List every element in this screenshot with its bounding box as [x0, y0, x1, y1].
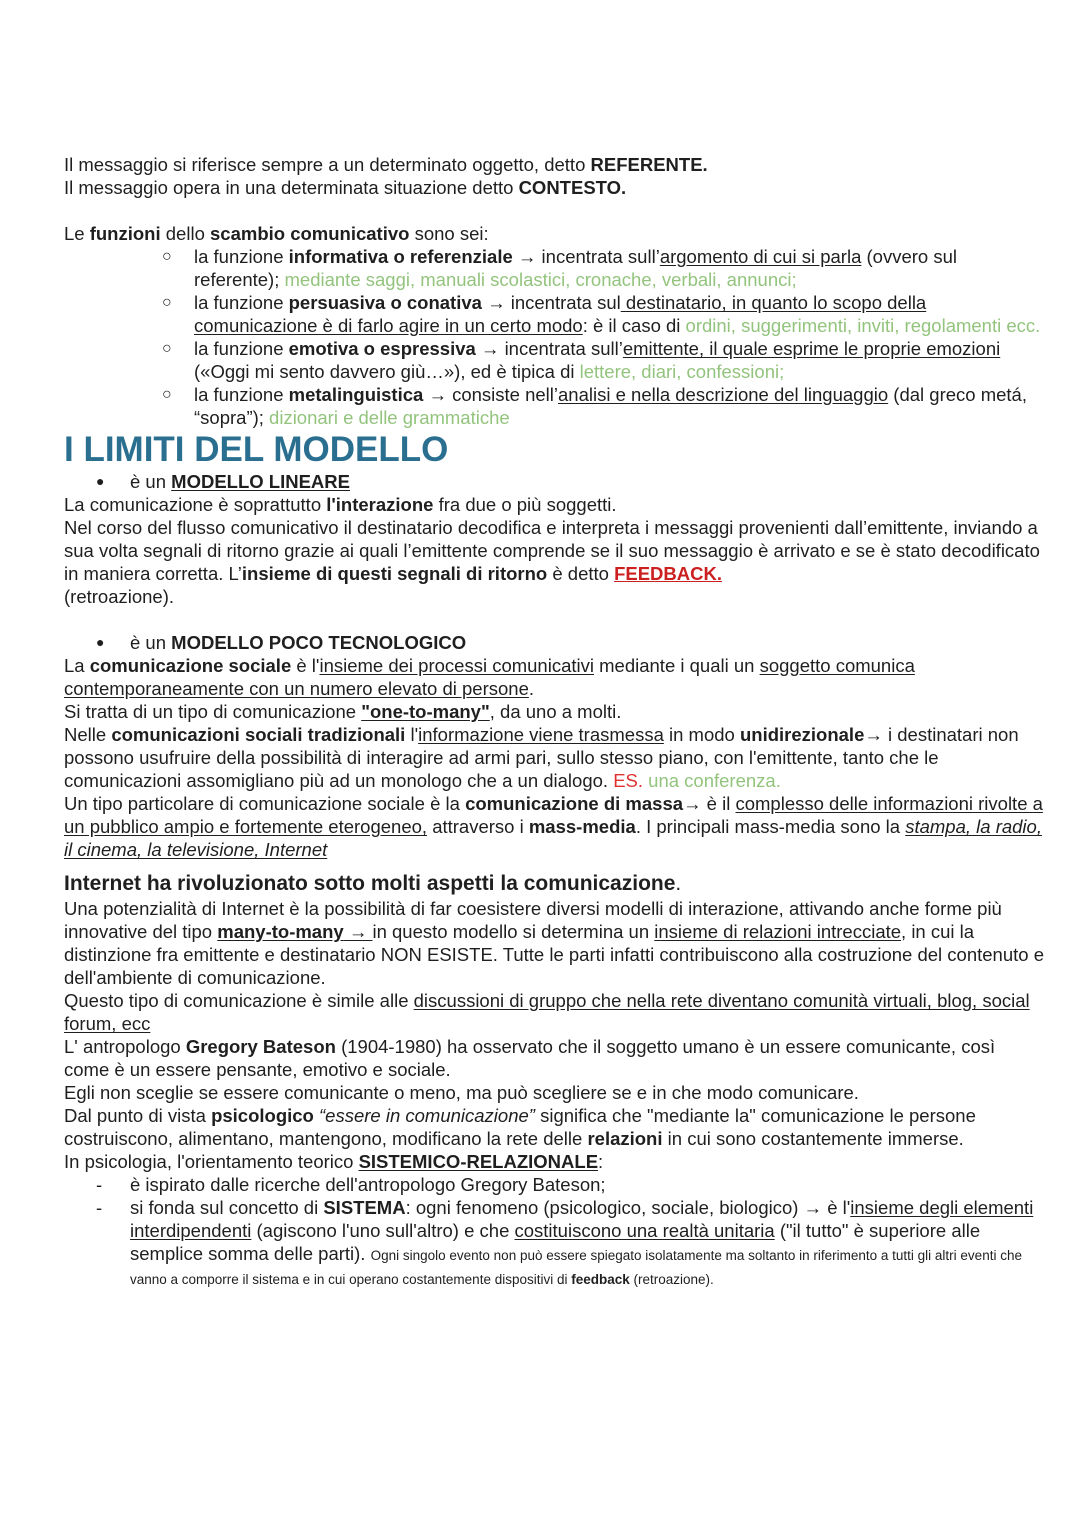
term: SISTEMA — [323, 1197, 406, 1218]
internet-heading — [64, 871, 1044, 897]
heading-text: Internet ha rivoluzionato sotto molti aspetti la comunicazione — [64, 872, 676, 895]
dash-item — [64, 1196, 1044, 1290]
text: è detto — [547, 563, 615, 584]
text: : è il caso di — [582, 315, 686, 336]
example-text: ordini, suggerimenti, inviti, regolamenti ecc. — [685, 315, 1041, 336]
term: MODELLO POCO TECNOLOGICO — [171, 632, 467, 653]
text: in questo modello si determina un — [372, 921, 655, 942]
small-note: Ogni singolo evento non può essere spiegato isolatamente ma soltanto in riferimento a tutti gli altri eventi che vanno a comporre il sistema e in cui operano costantemente dispositivi di — [130, 1248, 1022, 1287]
limit-bullet-lineare — [64, 470, 1044, 493]
underlined-text: insieme dei processi comunicativi — [319, 655, 594, 676]
term: unidirezionale — [739, 724, 865, 745]
underlined-text: insieme degli elementi interdipendenti — [130, 1197, 1034, 1241]
term: many-to-many — [217, 921, 344, 942]
text: la funzione — [194, 246, 289, 267]
text: Una potenzialità di Internet è la possibilità di far coesistere diversi modelli di interazione, attivando anche forme più innovative del tipo — [64, 898, 1002, 942]
text: , in cui la distinzione fra emittente e destinatario NON ESISTE. Tutte le parti infatti contribuiscono alla costruzione del contenuto e dell'ambiente di comunicazione. — [64, 921, 1044, 988]
disc-bullet-icon: ● — [96, 634, 105, 650]
limits-p4 — [64, 700, 1044, 723]
term: comunicazione sociale — [89, 655, 292, 676]
limits-p3 — [64, 654, 1044, 700]
text: è un — [130, 632, 172, 653]
underlined-text: analisi e nella descrizione del linguaggio — [558, 384, 889, 405]
internet-p1 — [64, 897, 1044, 989]
internet-p5 — [64, 1104, 1044, 1150]
text: sono sei: — [409, 223, 489, 244]
term: relazioni — [587, 1128, 663, 1149]
text: Dal punto di vista — [64, 1105, 212, 1126]
text: attraverso i — [427, 816, 529, 837]
term: insieme di questi segnali di ritorno — [241, 563, 548, 584]
italic-text: “essere in comunicazione” — [319, 1105, 535, 1126]
section-title-limiti: I LIMITI DEL MODELLO — [64, 430, 449, 469]
bullet-item — [64, 470, 1044, 493]
disc-bullet-icon: ● — [96, 473, 105, 489]
example-text: mediante saggi, manuali scolastici, cronache, verbali, annunci; — [284, 269, 797, 290]
text: è ispirato dalle ricerche dell'antropologo Gregory Bateson; — [130, 1174, 606, 1195]
underlined-text: informazione viene trasmessa — [418, 724, 664, 745]
text: in modo — [663, 724, 740, 745]
intro-line-referente — [64, 153, 1044, 176]
text: : — [598, 1151, 604, 1172]
arrow: → — [343, 921, 373, 942]
underlined-text: costituiscono una realtà unitaria — [514, 1220, 775, 1241]
text: Il messaggio si riferisce sempre a un determinato oggetto, detto — [64, 154, 591, 175]
term: SISTEMICO-RELAZIONALE — [358, 1151, 599, 1172]
text: è l' — [291, 655, 320, 676]
example-text: una conferenza. — [643, 770, 781, 791]
underlined-italic-text: stampa, la radio, il cinema, la televisione, Internet — [64, 816, 1042, 860]
internet-p3 — [64, 1035, 1044, 1081]
text: la funzione — [194, 384, 289, 405]
text: Nelle — [64, 724, 112, 745]
limits-p1 — [64, 493, 1044, 516]
term: informativa o referenziale — [288, 246, 513, 267]
text: , da uno a molti. — [489, 701, 622, 722]
text: Egli non sceglie se essere comunicante o meno, ma può scegliere se e in che modo comunicare. — [64, 1082, 859, 1103]
function-item-metalinguistica — [64, 383, 1044, 429]
intro-line-contesto — [64, 176, 1044, 199]
functions-list — [64, 245, 1044, 429]
circle-bullet-icon: ○ — [162, 248, 172, 265]
internet-p2 — [64, 989, 1044, 1035]
text: Il messaggio opera in una determinata situazione detto — [64, 177, 519, 198]
circle-bullet-icon: ○ — [162, 340, 172, 357]
term: comunicazione di massa — [465, 793, 684, 814]
underlined-text: emittente, il quale esprime le proprie emozioni — [622, 338, 1001, 359]
example-label: ES. — [613, 770, 644, 791]
text: fra due o più soggetti. — [433, 494, 617, 515]
text: dello — [160, 223, 210, 244]
limits-p5 — [64, 723, 1044, 792]
text: La — [64, 655, 90, 676]
text: (agiscono l'uno sull'altro) e che — [251, 1220, 515, 1241]
text: Si tratta di un tipo di comunicazione — [64, 701, 362, 722]
text: → i destinatari non possono usufruire della possibilità di interagire ad armi pari, sullo stesso piano, con l'emittente, tanto che le comunicazioni assomigliano più ad un monologo che a un dialogo. — [64, 724, 1019, 791]
text: la funzione — [194, 338, 289, 359]
function-item-emotiva — [64, 337, 1044, 383]
text: Questo tipo di comunicazione è simile alle — [64, 990, 414, 1011]
limits-p2 — [64, 516, 1044, 608]
term: MODELLO LINEARE — [171, 471, 350, 492]
internet-p4 — [64, 1081, 1044, 1104]
underlined-text: soggetto comunica contemporaneamente con un numero elevato di persone — [64, 655, 915, 699]
text: la funzione — [194, 292, 289, 313]
circle-bullet-icon: ○ — [162, 386, 172, 403]
term: funzioni — [89, 223, 161, 244]
limits-p6 — [64, 792, 1044, 861]
text: significa che "mediante la" comunicazione le persone costruiscono, alimentano, mantengono, modificano la rete delle — [64, 1105, 976, 1149]
underlined-text: destinatario, in quanto lo scopo della comunicazione è di farlo agire in un certo modo — [194, 292, 927, 336]
limit-bullet-tecnologico — [64, 631, 1044, 654]
bullet-item — [64, 631, 1044, 654]
text: In psicologia, l'orientamento teorico — [64, 1151, 359, 1172]
text: è un — [130, 471, 172, 492]
text: in cui sono costantemente immerse. — [662, 1128, 964, 1149]
underlined-text: argomento di cui si parla — [659, 246, 862, 267]
example-text: dizionari e delle grammatiche — [269, 407, 510, 428]
text: → incentrata sull’ — [512, 246, 660, 267]
text: Un tipo particolare di comunicazione sociale è la — [64, 793, 466, 814]
text: . — [675, 872, 682, 895]
text: ("il tutto" è superiore alle semplice somma delle parti). — [130, 1220, 981, 1264]
function-item-persuasiva — [64, 291, 1044, 337]
term: l'interazione — [326, 494, 434, 515]
document-body — [64, 153, 1044, 1290]
term-contesto: CONTESTO. — [518, 177, 627, 198]
text: («Oggi mi sento davvero giù…»), ed è tipica di — [194, 361, 580, 382]
text: l' — [405, 724, 419, 745]
term-referente: REFERENTE. — [590, 154, 708, 175]
text: L' antropologo — [64, 1036, 186, 1057]
term: comunicazioni sociali tradizionali — [111, 724, 406, 745]
text: → consiste nell’ — [423, 384, 559, 405]
text: Nel corso del flusso comunicativo il destinatario decodifica e interpreta i messaggi provenienti dall’emittente, inviando a sua volta segnali di ritorno grazie ai quali l’emittente comprende se il suo messaggio è arrivato e se è stato decodificato in maniera corretta. L’ — [64, 517, 1040, 584]
dash-bullet-icon: - — [96, 1197, 103, 1218]
term: mass-media — [528, 816, 636, 837]
term: psicologico — [211, 1105, 314, 1126]
text: si fonda sul concetto di — [130, 1197, 324, 1218]
text: (retroazione). — [64, 586, 175, 607]
text: → incentrata sul — [481, 292, 621, 313]
example-text: lettere, diari, confessioni; — [579, 361, 785, 382]
dash-bullet-icon: - — [96, 1174, 103, 1195]
text: . — [528, 678, 534, 699]
text: mediante i quali un — [593, 655, 760, 676]
text: (ovvero sul referente); — [194, 246, 957, 290]
text: La comunicazione è soprattutto — [64, 494, 327, 515]
underlined-text: insieme di relazioni intrecciate — [654, 921, 902, 942]
term: metalinguistica — [288, 384, 424, 405]
text: (1904-1980) ha osservato che il soggetto umano è un essere comunicante, così come è un essere pensante, emotivo e sociale. — [64, 1036, 996, 1080]
term: emotiva o espressiva — [288, 338, 476, 359]
functions-lead — [64, 222, 1044, 245]
text: (dal greco metá, “sopra”); — [194, 384, 1027, 428]
underlined-text: complesso delle informazioni rivolte a un pubblico ampio e fortemente eterogeneo, — [64, 793, 1043, 837]
text: → è il — [683, 793, 736, 814]
term-feedback: FEEDBACK. — [614, 563, 722, 584]
text: : ogni fenomeno (psicologico, sociale, biologico) → è l' — [405, 1197, 851, 1218]
term: scambio comunicativo — [210, 223, 410, 244]
text: → incentrata sull’ — [475, 338, 623, 359]
term: Gregory Bateson — [185, 1036, 336, 1057]
small-note: (retroazione). — [629, 1272, 714, 1287]
text: . I principali mass-media sono la — [635, 816, 906, 837]
term: persuasiva o conativa — [288, 292, 482, 313]
underlined-text: discussioni di gruppo che nella rete diventano comunità virtuali, blog, social forum, ecc — [64, 990, 1030, 1034]
dash-item — [64, 1173, 1044, 1196]
text: Le — [64, 223, 90, 244]
function-item-informativa — [64, 245, 1044, 291]
internet-p6 — [64, 1150, 1044, 1173]
term: "one-to-many" — [361, 701, 490, 722]
circle-bullet-icon: ○ — [162, 294, 172, 311]
sistemico-list — [64, 1173, 1044, 1290]
small-term: feedback — [571, 1272, 630, 1287]
